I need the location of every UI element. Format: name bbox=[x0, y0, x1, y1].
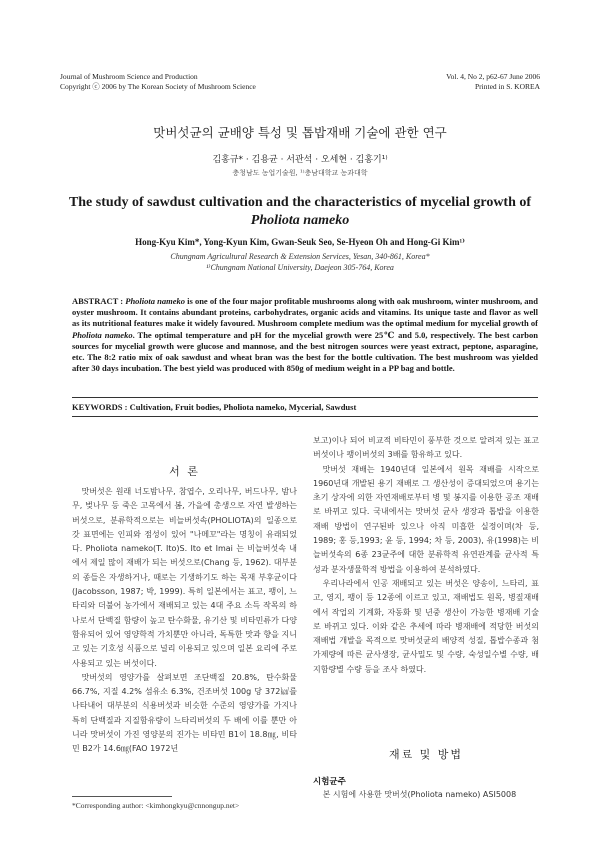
abstract-species: Pholiota nameko bbox=[125, 296, 186, 306]
intro-paragraph-4: 맛버섯 재배는 1940년대 일본에서 원목 재배를 시작으로 1960년대 개발된 용기 재배로 그 생산성이 증대되었으며 용기는 초기 상자에 의한 자연재배로부터 병 및 봉지를 이용한 공조 재배로 바뀌고 있다. 국내에서는 맛버섯 균사 생장과 톱밥을 이용한 재배 방법이 연구된바 있으나 아직 미흡한 실정이며(차 등, 1989; 홍 등,1993; 윤 등, 1994; 차 등, 2003), 유(1998)는 비늘버섯속의 6종 23균주에 대한 분류학적 유연관계를 균사적 특성과 분자생물학적 방법을 이용하여 분석하였다. bbox=[313, 464, 539, 574]
intro-paragraph-5: 우리나라에서 인공 재배되고 있는 버섯은 양송이, 느타리, 표고, 영지, 팽이 등 12종에 이르고 있고, 재배법도 원목, 병짚재배에서 작업의 기계화, 자동화 및 년중 생산이 가능한 병재배 기술로 바뀌고 있다. 이와 같은 추세에 따라 병재배에 적당한 버섯의 재배법 개발을 목적으로 맛버섯균의 배양적 성질, 톱밥수종과 첨가제량에 따른 균사생장, 균사밀도 및 수량, 숙성일수별 수량, 배지함량별 수량 등을 조사 하였다. bbox=[313, 578, 539, 674]
copyright: Copyright ⓒ 2006 by The Korean Society of Mushroom Science bbox=[60, 82, 256, 91]
keywords: KEYWORDS : Cultivation, Fruit bodies, Pholiota nameko, Mycerial, Sawdust bbox=[72, 402, 357, 412]
section-heading-introduction: 서 론 bbox=[169, 465, 200, 478]
intro-paragraph-3: 보고)이나 되어 비교적 비타민이 풍부한 것으로 알려져 있는 표고버섯이나 팽이버섯의 3배를 함유하고 있다. bbox=[313, 436, 539, 460]
footnote-corresponding-author: *Corresponding author: <kimhongkyu@cnnongup.net> bbox=[72, 801, 240, 810]
abstract-label: ABSTRACT : bbox=[72, 296, 124, 306]
abstract-text-1: is one of the four major profitable mushrooms along with oak mushroom, winter mushroom, and oyster mushroom. It contains abundant proteins, carbohydrates, organic acids and vitamins. Its unique taste and flavor as well as its nutritional features make it widely favoured. Mushroom complete medium was the optimal medium for mycelial growth of bbox=[72, 296, 539, 329]
methods-paragraph-1: 본 시험에 사용한 맛버섯(Pholiota nameko) ASI5008 bbox=[322, 790, 517, 799]
methods-text bbox=[313, 788, 539, 802]
printed-info: Printed in S. KOREA bbox=[474, 82, 540, 91]
left-column bbox=[72, 485, 297, 757]
right-column bbox=[313, 434, 539, 677]
journal-name: Journal of Mushroom Science and Production bbox=[60, 72, 198, 81]
title-english-line1: The study of sawdust cultivation and the characteristics of mycelial growth of bbox=[68, 195, 532, 210]
authors-korean: 김홍규* · 김용균 · 서관석 · 오세현 · 김홍기¹⁾ bbox=[212, 155, 388, 165]
abstract bbox=[72, 296, 538, 374]
authors-english: Hong-Kyu Kim*, Yong-Kyun Kim, Gwan-Seuk Seo, Se-Hyeon Oh and Hong-Gi Kim¹⁾ bbox=[135, 237, 465, 247]
abstract-species-2: Pholiota nameko bbox=[72, 329, 133, 340]
title-english-line2: Pholiota nameko bbox=[250, 213, 350, 228]
affiliation-english-1: Chungnam Agricultural Research & Extension Services, Yesan, 340-861, Korea* bbox=[170, 252, 430, 261]
section-heading-methods: 재료 및 방법 bbox=[388, 748, 464, 761]
footnote-rule bbox=[72, 796, 172, 797]
divider-top bbox=[72, 397, 538, 398]
affiliation-korean: 충청남도 농업기술원, ¹⁾충남대학교 농과대학 bbox=[232, 169, 368, 177]
volume-info: Vol. 4, No 2, p62-67 June 2006 bbox=[446, 72, 540, 81]
affiliation-english-2: ¹⁾Chungnam National University, Daejeon 305-764, Korea bbox=[206, 263, 394, 272]
intro-paragraph-1: 맛버섯은 원래 너도밤나무, 참엽수, 오리나무, 버드나무, 밤나무, 벚나무 등 죽은 고목에서 봄, 가을에 총생으로 자연 발생하는 버섯으로, 분류학적으로는 비늘버섯속(PHOLIOTA)의 일종으로 갓 표면에는 인피와 점성이 있어 "나메꼬"라는 명칭이 유래되었다. Pholiota nameko(T. Ito)S. Ito et Imai 는 비늘버섯속 내에서 제일 많이 재배가 되는 버섯으로(Chang 등, 1962). 대부분의 종들은 자생하거나, 때로는 기생하기도 하는 목재 부후균이다(Jacobsson, 1987; 박, 1999). 특히 일본에서는 표고, 팽이, 느타리와 더불어 농가에서 재배되고 있는 4대 주요 소득 작목의 하나로서 단백질 함량이 높고 탄수화물, 유기산 및 비타민류가 다양 함유되어 있어 영양학적 가치뿐만 아니라, 독특한 맛과 향을 지니고 있는 기호성 식품으로 널리 이용되고 있으며 일본 요리에 주로 사용되고 있는 버섯이다. bbox=[72, 487, 297, 668]
abstract-text-2: . The optimal temperature and pH for the mycelial growth were 25℃ and 5.0, respectively. The best carbon sources for mycelial growth were glucose and mannose, and the best nitrogen sources were yeast extract, peptone, asparagine, etc. The 8:2 ratio mix of oak sawdust and wheat bran was the best for the bottle cultivation. The best mushroom was yielded after 30 days incubation. The best yield was produced with 850g of medium weight in a PP bag and bottle. bbox=[72, 329, 539, 374]
subheading-strain: 시험균주 bbox=[313, 777, 346, 787]
title-korean: 맛버섯균의 균배양 특성 및 톱밥재배 기술에 관한 연구 bbox=[153, 125, 447, 140]
intro-paragraph-2: 맛버섯의 영양가를 살펴보면 조단백질 20.8%, 탄수화물 66.7%, 지질 4.2% 섬유소 6.3%, 건조버섯 100g 당 372㎉를 나타내어 대부분의 식용버섯과 비슷한 수준의 영양가를 가지나 특히 단백질과 지질함유량이 느타리버섯의 두 배에 이를 뿐만 아니라 맛버섯이 가진 영양분의 진가는 비타민 B1이 18.8㎎, 비타민 B2가 14.6㎎(FAO 1972년 bbox=[72, 672, 297, 754]
divider-bottom bbox=[72, 416, 538, 417]
